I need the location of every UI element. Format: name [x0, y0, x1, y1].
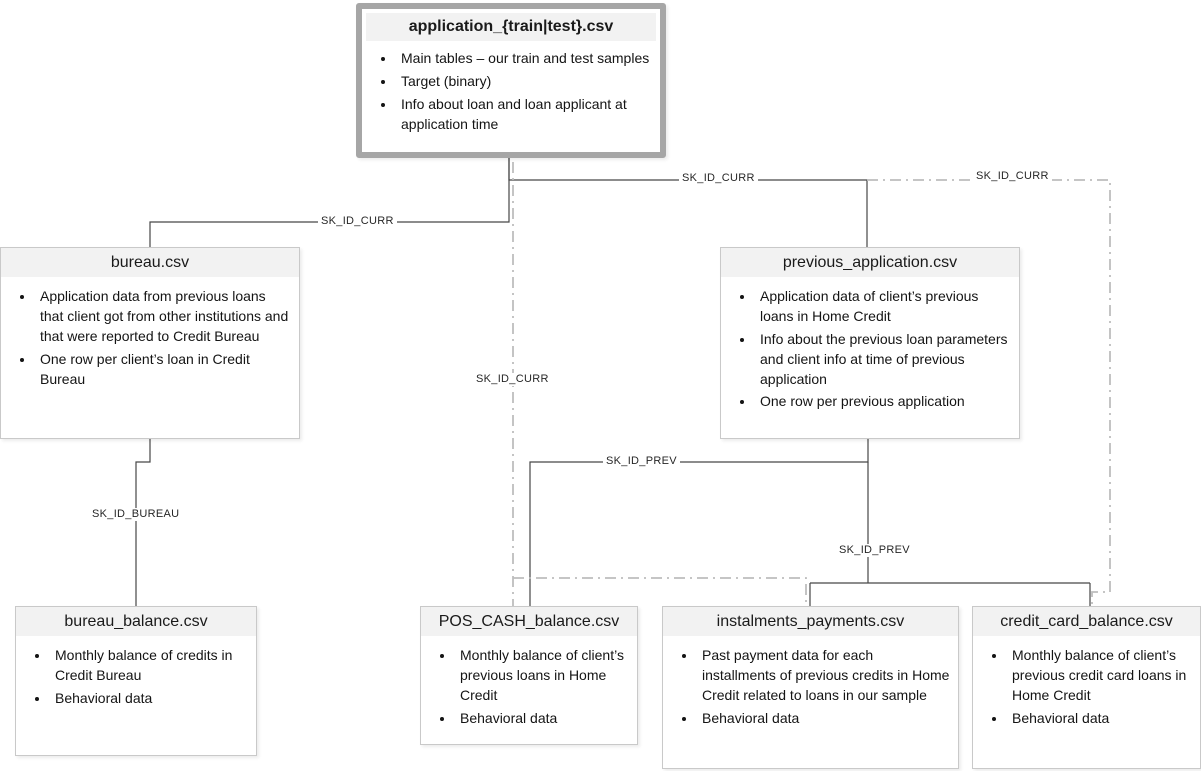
node-credit-card-balance-bullets	[973, 646, 1200, 729]
edge-line-previous-application-pos-cash	[530, 439, 868, 607]
bullet: • Behavioral data	[697, 709, 950, 729]
node-credit-card-balance-title: credit_card_balance.csv	[973, 607, 1200, 636]
node-bureau-bullets	[1, 287, 299, 389]
edge-label-sk-id-curr-bureau: SK_ID_CURR	[318, 215, 397, 228]
edge-line-bureau-bureau-balance	[136, 439, 150, 607]
edge-line-previous-application-instalments-credit-card	[810, 462, 1090, 607]
bullet: • Monthly balance of client’s previous loans in Home Credit	[455, 646, 629, 706]
node-pos-cash-balance-title: POS_CASH_balance.csv	[421, 607, 637, 636]
edge-label-sk-id-curr-pos-cash: SK_ID_CURR	[473, 373, 552, 386]
bullet: • Past payment data for each installments of previous credits in Home Credit related to loans in our sample	[697, 646, 950, 706]
node-instalments-payments-bullets	[663, 646, 958, 729]
edge-label-sk-id-bureau: SK_ID_BUREAU	[89, 508, 182, 521]
node-previous-application	[720, 247, 1020, 439]
bullet: • Behavioral data	[50, 689, 248, 709]
node-instalments-payments	[662, 606, 959, 769]
bullet: • Behavioral data	[1007, 709, 1192, 729]
bullet: • One row per client’s loan in Credit Bureau	[35, 350, 291, 390]
node-previous-application-bullets	[721, 287, 1019, 412]
bullet: • Info about loan and loan applicant at application time	[396, 95, 652, 135]
edge-label-sk-id-curr-credit-card: SK_ID_CURR	[973, 170, 1052, 183]
bullet: • Behavioral data	[455, 709, 629, 729]
bullet: • Info about the previous loan parameters and client info at time of previous application	[755, 330, 1011, 390]
node-credit-card-balance	[972, 606, 1201, 769]
node-application-bullets	[362, 49, 660, 135]
node-bureau-balance-title: bureau_balance.csv	[16, 607, 256, 636]
bullet: • Monthly balance of client’s previous credit card loans in Home Credit	[1007, 646, 1192, 706]
edge-label-sk-id-prev-instalments-credit-card: SK_ID_PREV	[836, 544, 913, 557]
bullet: • Main tables – our train and test samples	[396, 49, 652, 69]
node-application-title: application_{train|test}.csv	[366, 13, 656, 41]
bullet: • Target (binary)	[396, 72, 652, 92]
node-bureau-title: bureau.csv	[1, 248, 299, 277]
node-pos-cash-balance	[420, 606, 638, 745]
edge-label-sk-id-prev-pos-cash: SK_ID_PREV	[603, 455, 680, 468]
node-previous-application-title: previous_application.csv	[721, 248, 1019, 277]
edge-line-application-instalments	[513, 578, 806, 607]
bullet: • Application data from previous loans that client got from other institutions and that were reported to Credit Bureau	[35, 287, 291, 347]
edge-label-sk-id-curr-previous-application: SK_ID_CURR	[679, 172, 758, 185]
node-bureau-balance-bullets	[16, 646, 256, 709]
bullet: • Application data of client’s previous loans in Home Credit	[755, 287, 1011, 327]
node-bureau-balance	[15, 606, 257, 756]
bullet: • One row per previous application	[755, 392, 1011, 412]
bullet: • Monthly balance of credits in Credit Bureau	[50, 646, 248, 686]
node-application	[356, 3, 666, 158]
node-instalments-payments-title: instalments_payments.csv	[663, 607, 958, 636]
node-bureau	[0, 247, 300, 439]
edge-line-application-bureau	[150, 158, 509, 248]
node-pos-cash-balance-bullets	[421, 646, 637, 729]
